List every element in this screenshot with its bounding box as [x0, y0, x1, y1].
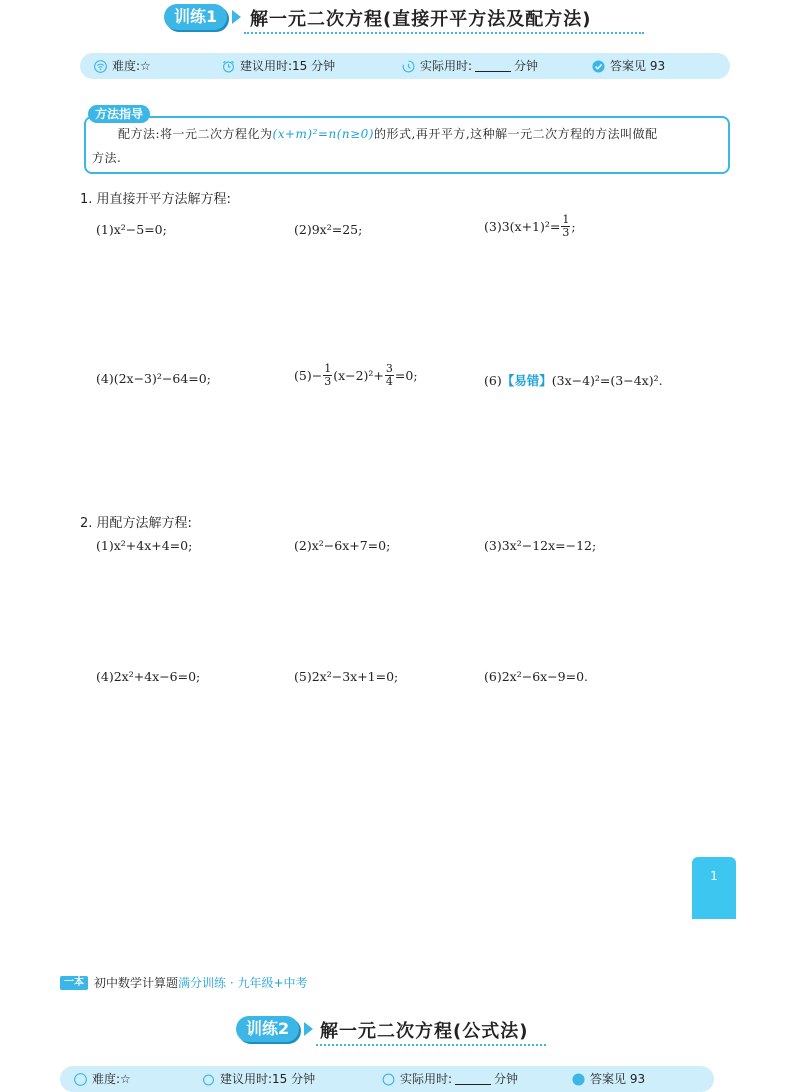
q2-problem-6: (6)2x²−6x−9=0. [484, 669, 589, 684]
q2-heading: 2. 用配方法解方程: [80, 516, 192, 531]
method-text-after: 的形式,再开平方,这种解一元二次方程的方法叫做配 [374, 127, 658, 141]
method-tag: 方法指导 [88, 105, 150, 123]
actual-time-blank [475, 60, 511, 72]
alarm-clock-icon [202, 1073, 215, 1086]
difficulty-text: 难度:☆ [112, 59, 151, 73]
error-prone-badge: 【易错】 [501, 373, 552, 388]
tag-arrow-icon [304, 1022, 313, 1036]
q1-problem-2: (2)9x²=25; [294, 222, 363, 237]
suggested-time-text: 建议用时:15 分钟 [240, 59, 336, 73]
method-line-1 [118, 122, 658, 146]
actual-time-unit: 分钟 [494, 1072, 519, 1086]
page-number-tab [692, 857, 736, 919]
book-title: 初中数学计算题 [94, 976, 179, 990]
actual-time-unit: 分钟 [514, 59, 539, 73]
q1-problem-4: (4)(2x−3)²−64=0; [96, 371, 211, 386]
q1-p3-fraction [561, 214, 570, 239]
answer-ref [592, 53, 665, 79]
q1-p6-post: (3x−4)²=(3−4x)². [551, 372, 663, 388]
title-underline [244, 32, 644, 34]
q1-problem-5 [294, 363, 418, 388]
q1-p5-fraction-1 [323, 363, 332, 388]
q2-problem-3: (3)3x²−12x=−12; [484, 538, 597, 553]
tag-arrow-icon [232, 10, 241, 24]
q1-problem-1: (1)x²−5=0; [96, 222, 167, 237]
section-tag: 训练1 [164, 4, 227, 30]
q2-problem-2: (2)x²−6x+7=0; [294, 538, 391, 553]
q2-problem-1: (1)x²+4x+4=0; [96, 538, 193, 553]
q1-problem-6 [484, 371, 663, 389]
frac-denominator: 4 [385, 375, 393, 388]
q1-heading: 1. 用直接开平方法解方程: [80, 192, 231, 207]
suggested-time [222, 53, 335, 79]
brand-logo: 一本 [60, 976, 88, 990]
frac-numerator: 1 [324, 362, 332, 375]
answer-ref-2 [572, 1066, 645, 1092]
wifi-icon [74, 1073, 87, 1086]
q1-p3-post: ; [571, 219, 576, 234]
q2-problem-5: (5)2x²−3x+1=0; [294, 669, 399, 684]
frac-numerator: 3 [385, 362, 393, 375]
q1-p3-pre: (3)3(x+1)²= [484, 219, 561, 234]
method-formula: (x+m)²=n(n≥0) [272, 127, 374, 141]
title2-underline [316, 1044, 546, 1046]
frac-numerator: 1 [562, 213, 570, 226]
suggested-time-text: 建议用时:15 分钟 [220, 1072, 316, 1086]
check-circle-icon [592, 60, 605, 73]
actual-time-blank [455, 1073, 491, 1085]
actual-time-label: 实际用时: [400, 1072, 453, 1086]
section2-tag: 训练2 [236, 1016, 299, 1042]
q1-p6-pre: (6) [484, 372, 502, 388]
answer-text: 答案见 93 [610, 59, 666, 73]
q2-problem-4: (4)2x²+4x−6=0; [96, 669, 201, 684]
q1-p5-post: =0; [394, 368, 418, 383]
q1-p5-pre: (5)− [294, 368, 323, 383]
answer-text: 答案见 93 [590, 1072, 646, 1086]
timer-icon [402, 60, 415, 73]
timer-icon [382, 1073, 395, 1086]
actual-time-label: 实际用时: [420, 59, 473, 73]
difficulty-text: 难度:☆ [92, 1072, 131, 1086]
actual-time-2 [382, 1066, 518, 1092]
suggested-time-2 [202, 1066, 315, 1092]
q1-p5-mid: (x−2)²+ [333, 368, 384, 383]
frac-denominator: 3 [562, 226, 570, 239]
alarm-clock-icon [222, 60, 235, 73]
difficulty [94, 53, 151, 79]
check-circle-icon [572, 1073, 585, 1086]
wifi-icon [94, 60, 107, 73]
q1-problem-3 [484, 214, 576, 239]
difficulty-2 [74, 1066, 131, 1092]
book-series: 满分训练 · 九年级+中考 [178, 976, 308, 990]
actual-time [402, 53, 538, 79]
q1-p5-fraction-2 [385, 363, 394, 388]
section2-title: 解一元二次方程(公式法) [320, 1021, 529, 1042]
page-number: 1 [710, 869, 718, 883]
method-line-2: 方法. [92, 151, 122, 165]
page-footer [60, 974, 308, 991]
frac-denominator: 3 [324, 375, 332, 388]
method-text-before: 配方法:将一元二次方程化为 [118, 127, 273, 141]
section-title: 解一元二次方程(直接开平方法及配方法) [250, 9, 592, 30]
